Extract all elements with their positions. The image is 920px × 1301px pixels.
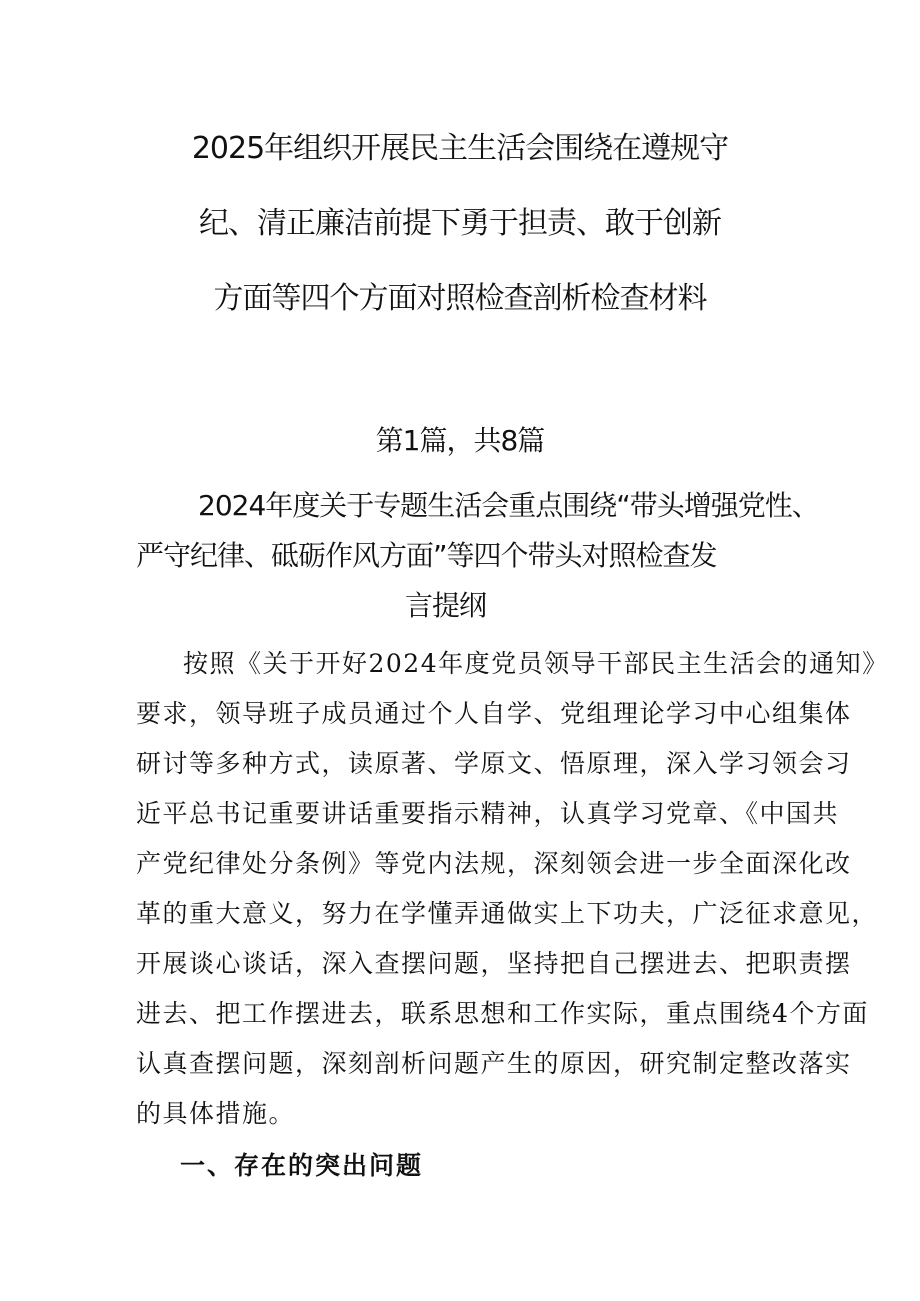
main-title-line-2: 纪、清正廉洁前提下勇于担责、敢于创新 [199,206,721,241]
body-line: 要求，领导班子成员通过个人自学、党组理论学习中心组集体 [136,699,852,728]
main-title-line-3: 方面等四个方面对照检查剖析检查材料 [213,281,707,316]
body-line: 研讨等多种方式，读原著、学原文、悟原理，深入学习领会习 [136,749,852,778]
body-line: 按照《关于开好2024年度党员领导干部民主生活会的通知》 [183,649,889,678]
part-label: 第1篇，共8篇 [375,424,545,457]
body-line: 认真查摆问题，深刻剖析问题产生的原因，研究制定整改落实 [136,1049,852,1078]
body-line: 的具体措施。 [136,1099,296,1128]
body-line: 革的重大意义，努力在学懂弄通做实上下功夫，广泛征求意见， [136,899,879,928]
body-line: 近平总书记重要讲话重要指示精神，认真学习党章、《中国共 [136,799,840,828]
body-line: 产党纪律处分条例》等党内法规，深刻领会进一步全面深化改 [136,849,852,878]
body-line: 进去、把工作摆进去，联系思想和工作实际，重点围绕4个方面 [136,999,869,1028]
sub-title-line-1: 2024年度关于专题生活会重点围绕“带头增强党性、 [198,489,819,522]
sub-title-line-2: 严守纪律、砥砺作风方面”等四个带头对照检查发 [136,539,717,572]
main-title-line-1: 2025年组织开展民主生活会围绕在遵规守 [191,131,729,166]
body-line: 开展谈心谈话，深入查摆问题，坚持把自己摆进去、把职责摆 [136,949,852,978]
sub-title-line-3: 言提纲 [405,589,487,622]
section-heading: 一、存在的突出问题 [180,1151,424,1180]
